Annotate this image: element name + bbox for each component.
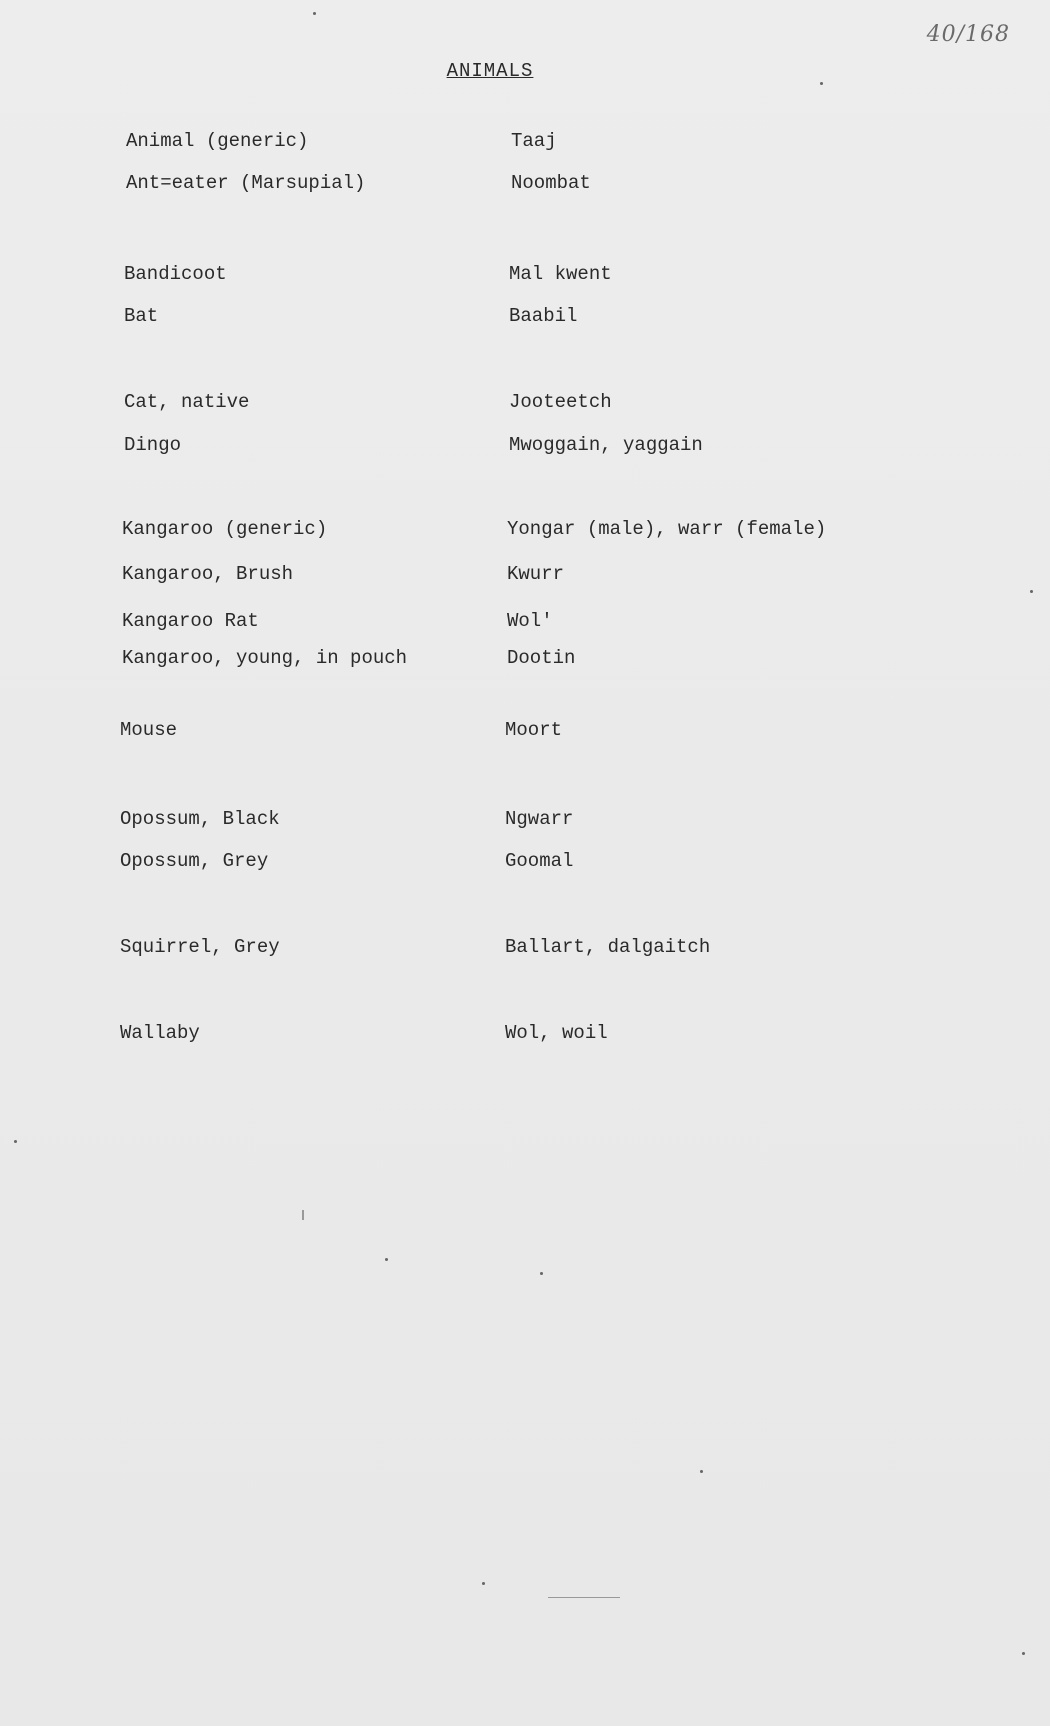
paper-speck xyxy=(540,1272,543,1275)
english-term: Squirrel, Grey xyxy=(120,936,280,958)
english-term: Bandicoot xyxy=(124,263,227,285)
english-term: Animal (generic) xyxy=(126,130,309,152)
paper-speck xyxy=(1022,1652,1025,1655)
native-term: Jooteetch xyxy=(509,391,612,413)
english-term: Kangaroo, Brush xyxy=(122,563,294,585)
english-term: Mouse xyxy=(120,719,178,741)
native-term: Wol, woil xyxy=(505,1022,608,1044)
native-term: Baabil xyxy=(509,305,578,327)
native-term: Mal kwent xyxy=(509,263,612,285)
native-term: Yongar (male), warr (female) xyxy=(507,518,827,540)
paper-speck xyxy=(385,1258,388,1261)
native-term: Taaj xyxy=(511,130,557,152)
english-term: Ant=eater (Marsupial) xyxy=(126,172,366,194)
page-number: 40/168 xyxy=(926,22,1010,47)
paper-mark xyxy=(302,1210,304,1220)
paper-speck xyxy=(482,1582,485,1585)
paper-speck xyxy=(820,82,823,85)
english-term: Cat, native xyxy=(124,391,250,413)
native-term: Moort xyxy=(505,719,563,741)
native-term: Wol' xyxy=(507,610,553,632)
paper-speck xyxy=(313,12,316,15)
english-term: Kangaroo, young, in pouch xyxy=(122,647,408,669)
english-term: Dingo xyxy=(124,434,182,456)
paper-speck xyxy=(14,1140,17,1143)
native-term: Kwurr xyxy=(507,563,565,585)
english-term: Opossum, Grey xyxy=(120,850,269,872)
native-term: Dootin xyxy=(507,647,576,669)
paper-mark xyxy=(548,1597,620,1598)
native-term: Ngwarr xyxy=(505,808,574,830)
native-term: Mwoggain, yaggain xyxy=(509,434,703,456)
native-term: Noombat xyxy=(511,172,591,194)
english-term: Wallaby xyxy=(120,1022,200,1044)
page-title: ANIMALS xyxy=(446,60,534,82)
native-term: Goomal xyxy=(505,850,574,872)
english-term: Kangaroo Rat xyxy=(122,610,259,632)
paper-speck xyxy=(1030,590,1033,593)
english-term: Opossum, Black xyxy=(120,808,280,830)
english-term: Kangaroo (generic) xyxy=(122,518,328,540)
paper-speck xyxy=(700,1470,703,1473)
english-term: Bat xyxy=(124,305,159,327)
native-term: Ballart, dalgaitch xyxy=(505,936,711,958)
